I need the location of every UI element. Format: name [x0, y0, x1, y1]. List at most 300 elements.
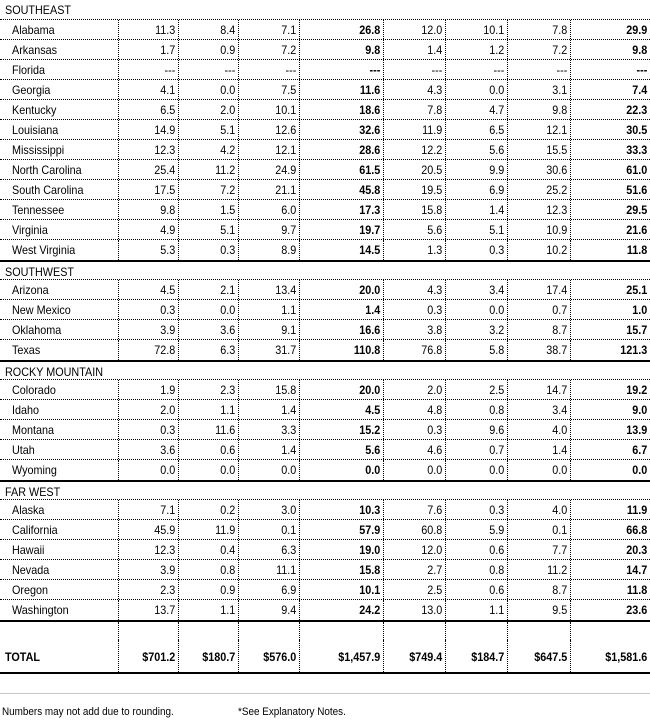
value-cell: 5.8	[489, 343, 505, 357]
value-cell: 45.8	[359, 183, 381, 197]
value-cell: 20.0	[359, 383, 381, 397]
state-name: Florida	[12, 63, 46, 77]
column-divider	[570, 420, 571, 439]
total-value-cell: $180.7	[202, 650, 236, 664]
column-divider	[445, 200, 446, 219]
value-cell: 0.8	[220, 563, 236, 577]
value-cell: 10.1	[359, 583, 381, 597]
value-cell: 9.5	[552, 603, 568, 617]
value-cell: 13.9	[626, 423, 648, 437]
table-row	[0, 500, 650, 520]
column-divider	[238, 440, 239, 459]
table-row	[0, 540, 650, 560]
value-cell: ---	[556, 63, 568, 77]
value-cell: 0.3	[427, 303, 443, 317]
value-cell: 12.3	[546, 203, 568, 217]
value-cell: 6.3	[281, 543, 297, 557]
column-divider	[383, 580, 384, 599]
column-divider	[570, 640, 571, 672]
state-name: Texas	[12, 343, 41, 357]
value-cell: 24.2	[359, 603, 381, 617]
column-divider	[299, 500, 300, 519]
value-cell: 0.0	[489, 83, 505, 97]
total-value-cell: $1,581.6	[605, 650, 648, 664]
value-cell: 4.5	[365, 403, 381, 417]
column-divider	[238, 640, 239, 672]
column-divider	[445, 560, 446, 579]
value-cell: 7.1	[160, 503, 176, 517]
value-cell: 11.3	[155, 23, 176, 37]
value-cell: 11.2	[547, 563, 568, 577]
value-cell: ---	[493, 63, 505, 77]
state-name: Arizona	[12, 283, 49, 297]
value-cell: 9.8	[365, 43, 381, 57]
table-row	[0, 80, 650, 100]
value-cell: 19.0	[359, 543, 381, 557]
column-divider	[570, 100, 571, 119]
column-divider	[445, 320, 446, 339]
value-cell: 20.5	[421, 163, 443, 177]
column-divider	[178, 200, 179, 219]
value-cell: 14.9	[154, 123, 176, 137]
column-divider	[383, 180, 384, 199]
column-divider	[445, 80, 446, 99]
value-cell: 110.8	[353, 343, 381, 357]
value-cell: 121.3	[620, 343, 648, 357]
value-cell: 16.6	[359, 323, 381, 337]
region-header-row	[0, 0, 650, 20]
column-divider	[383, 100, 384, 119]
column-divider	[507, 120, 508, 139]
value-cell: 3.4	[552, 403, 568, 417]
value-cell: 10.1	[483, 23, 505, 37]
value-cell: 3.6	[220, 323, 236, 337]
value-cell: 0.2	[220, 503, 236, 517]
column-divider	[445, 140, 446, 159]
column-divider	[570, 500, 571, 519]
column-divider	[570, 340, 571, 360]
value-cell: 2.1	[220, 283, 236, 297]
column-divider	[445, 100, 446, 119]
column-divider	[383, 340, 384, 360]
value-cell: 5.6	[489, 143, 505, 157]
column-divider	[299, 100, 300, 119]
value-cell: 3.2	[489, 323, 505, 337]
column-divider	[383, 200, 384, 219]
column-divider	[238, 540, 239, 559]
column-divider	[445, 500, 446, 519]
table-row	[0, 140, 650, 160]
state-name: Hawaii	[12, 543, 45, 557]
column-divider	[178, 60, 179, 79]
value-cell: 9.8	[632, 43, 648, 57]
value-cell: 7.1	[281, 23, 297, 37]
column-divider	[299, 340, 300, 360]
column-divider	[178, 100, 179, 119]
value-cell: 4.0	[552, 423, 568, 437]
state-name: Virginia	[12, 223, 48, 237]
column-divider	[238, 180, 239, 199]
column-divider	[178, 500, 179, 519]
value-cell: 0.1	[552, 523, 568, 537]
column-divider	[178, 380, 179, 399]
value-cell: 7.6	[427, 503, 443, 517]
total-row	[0, 640, 650, 674]
column-divider	[507, 380, 508, 399]
value-cell: 6.0	[281, 203, 297, 217]
column-divider	[238, 60, 239, 79]
column-divider	[507, 220, 508, 239]
column-divider	[118, 640, 119, 672]
value-cell: 0.0	[281, 463, 297, 477]
value-cell: 11.9	[422, 123, 443, 137]
column-divider	[570, 580, 571, 599]
value-cell: 26.8	[359, 23, 381, 37]
value-cell: 11.8	[626, 243, 648, 257]
value-cell: 8.4	[220, 23, 236, 37]
table-row	[0, 420, 650, 440]
state-name: Alabama	[12, 23, 55, 37]
column-divider	[507, 200, 508, 219]
value-cell: 0.0	[427, 463, 443, 477]
value-cell: 4.1	[160, 83, 176, 97]
value-cell: 8.7	[552, 323, 568, 337]
value-cell: 19.7	[359, 223, 381, 237]
value-cell: 9.4	[281, 603, 297, 617]
column-divider	[445, 420, 446, 439]
column-divider	[178, 300, 179, 319]
value-cell: ---	[285, 63, 297, 77]
column-divider	[383, 20, 384, 39]
column-divider	[178, 520, 179, 539]
column-divider	[570, 200, 571, 219]
value-cell: 3.8	[427, 323, 443, 337]
state-name: Idaho	[12, 403, 40, 417]
value-cell: 25.1	[626, 283, 648, 297]
column-divider	[238, 40, 239, 59]
value-cell: 11.9	[626, 503, 648, 517]
column-divider	[570, 280, 571, 299]
column-divider	[445, 120, 446, 139]
column-divider	[507, 240, 508, 260]
table-row	[0, 400, 650, 420]
value-cell: 0.0	[220, 463, 236, 477]
table-row	[0, 300, 650, 320]
column-divider	[238, 200, 239, 219]
table-row	[0, 580, 650, 600]
column-divider	[570, 80, 571, 99]
value-cell: 7.8	[552, 23, 568, 37]
value-cell: 45.9	[154, 523, 176, 537]
value-cell: 61.5	[359, 163, 381, 177]
column-divider	[445, 180, 446, 199]
column-divider	[299, 460, 300, 480]
column-divider	[570, 380, 571, 399]
value-cell: 7.7	[552, 543, 568, 557]
value-cell: 4.5	[160, 283, 176, 297]
value-cell: 9.8	[552, 103, 568, 117]
value-cell: 0.0	[160, 463, 176, 477]
value-cell: 4.8	[427, 403, 443, 417]
value-cell: 30.6	[546, 163, 568, 177]
column-divider	[445, 520, 446, 539]
value-cell: 13.7	[154, 603, 176, 617]
column-divider	[178, 540, 179, 559]
value-cell: 11.6	[359, 83, 381, 97]
value-cell: 1.1	[489, 603, 505, 617]
value-cell: 51.6	[626, 183, 648, 197]
value-cell: 6.9	[281, 583, 297, 597]
value-cell: 3.4	[489, 283, 505, 297]
column-divider	[507, 300, 508, 319]
spacer-row	[0, 620, 650, 640]
column-divider	[299, 420, 300, 439]
column-divider	[299, 600, 300, 620]
state-name: North Carolina	[12, 163, 82, 177]
value-cell: 11.9	[215, 523, 236, 537]
region-name: SOUTHEAST	[5, 3, 72, 17]
column-divider	[238, 100, 239, 119]
state-name: Montana	[12, 423, 55, 437]
value-cell: 15.2	[359, 423, 381, 437]
column-divider	[570, 60, 571, 79]
column-divider	[238, 140, 239, 159]
table-row	[0, 320, 650, 340]
column-divider	[383, 280, 384, 299]
column-divider	[445, 400, 446, 419]
column-divider	[299, 400, 300, 419]
value-cell: 4.0	[552, 503, 568, 517]
column-divider	[299, 20, 300, 39]
state-name: New Mexico	[12, 303, 71, 317]
value-cell: 5.1	[220, 123, 236, 137]
value-cell: 9.7	[281, 223, 297, 237]
column-divider	[383, 240, 384, 260]
column-divider	[299, 40, 300, 59]
column-divider	[445, 440, 446, 459]
value-cell: 9.6	[489, 423, 505, 437]
value-cell: 14.7	[546, 383, 568, 397]
column-divider	[238, 240, 239, 260]
column-divider	[507, 340, 508, 360]
column-divider	[383, 540, 384, 559]
column-divider	[507, 400, 508, 419]
value-cell: 13.4	[275, 283, 297, 297]
column-divider	[178, 160, 179, 179]
value-cell: 0.8	[489, 403, 505, 417]
column-divider	[383, 520, 384, 539]
value-cell: 1.1	[220, 403, 236, 417]
total-value-cell: $749.4	[409, 650, 443, 664]
column-divider	[178, 240, 179, 260]
value-cell: 1.1	[220, 603, 236, 617]
column-divider	[299, 220, 300, 239]
value-cell: 4.7	[489, 103, 505, 117]
value-cell: 7.5	[281, 83, 297, 97]
column-divider	[178, 280, 179, 299]
state-name: Arkansas	[12, 43, 58, 57]
value-cell: 10.9	[546, 223, 568, 237]
value-cell: 0.7	[489, 443, 505, 457]
value-cell: 23.6	[626, 603, 648, 617]
column-divider	[178, 580, 179, 599]
state-name: Tennessee	[12, 203, 65, 217]
value-cell: 1.5	[220, 203, 236, 217]
value-cell: 1.0	[632, 303, 648, 317]
column-divider	[299, 160, 300, 179]
column-divider	[238, 400, 239, 419]
column-divider	[383, 500, 384, 519]
column-divider	[299, 120, 300, 139]
column-divider	[445, 220, 446, 239]
value-cell: 19.2	[626, 383, 648, 397]
column-divider	[383, 460, 384, 480]
value-cell: 0.0	[489, 463, 505, 477]
value-cell: 1.3	[427, 243, 443, 257]
column-divider	[383, 622, 384, 640]
value-cell: ---	[224, 63, 236, 77]
value-cell: 6.5	[160, 103, 176, 117]
column-divider	[178, 400, 179, 419]
value-cell: 0.3	[220, 243, 236, 257]
column-divider	[445, 340, 446, 360]
value-cell: 0.3	[160, 303, 176, 317]
value-cell: 1.4	[489, 203, 505, 217]
column-divider	[507, 180, 508, 199]
value-cell: 6.3	[220, 343, 236, 357]
total-value-cell: $1,457.9	[338, 650, 381, 664]
column-divider	[299, 280, 300, 299]
value-cell: 11.1	[276, 563, 297, 577]
column-divider	[238, 560, 239, 579]
column-divider	[383, 400, 384, 419]
value-cell: ---	[431, 63, 443, 77]
value-cell: 6.7	[632, 443, 648, 457]
value-cell: 2.5	[489, 383, 505, 397]
value-cell: 72.8	[154, 343, 176, 357]
value-cell: 28.6	[359, 143, 381, 157]
column-divider	[178, 560, 179, 579]
value-cell: 3.1	[552, 83, 568, 97]
column-divider	[238, 80, 239, 99]
state-name: Utah	[12, 443, 35, 457]
rounding-note: Numbers may not add due to rounding.	[2, 706, 174, 718]
column-divider	[178, 622, 179, 640]
value-cell: 0.9	[220, 583, 236, 597]
state-name: South Carolina	[12, 183, 84, 197]
value-cell: 4.6	[427, 443, 443, 457]
value-cell: 7.2	[552, 43, 568, 57]
column-divider	[445, 60, 446, 79]
value-cell: 18.6	[359, 103, 381, 117]
value-cell: 1.4	[427, 43, 443, 57]
column-divider	[178, 140, 179, 159]
column-divider	[445, 160, 446, 179]
value-cell: 1.2	[489, 43, 505, 57]
value-cell: 7.8	[427, 103, 443, 117]
column-divider	[570, 180, 571, 199]
value-cell: 2.0	[220, 103, 236, 117]
column-divider	[299, 520, 300, 539]
value-cell: 12.0	[421, 543, 443, 557]
column-divider	[445, 540, 446, 559]
value-cell: 3.9	[160, 323, 176, 337]
column-divider	[507, 520, 508, 539]
value-cell: 57.9	[359, 523, 381, 537]
column-divider	[383, 560, 384, 579]
state-name: Oklahoma	[12, 323, 62, 337]
value-cell: 0.4	[220, 543, 236, 557]
value-cell: 15.7	[626, 323, 648, 337]
value-cell: 15.8	[421, 203, 443, 217]
value-cell: ---	[636, 63, 648, 77]
column-divider	[178, 20, 179, 39]
column-divider	[507, 280, 508, 299]
state-name: Kentucky	[12, 103, 57, 117]
column-divider	[570, 440, 571, 459]
value-cell: 0.0	[552, 463, 568, 477]
column-divider	[570, 220, 571, 239]
total-value-cell: $647.5	[534, 650, 568, 664]
state-name: West Virginia	[12, 243, 76, 257]
column-divider	[178, 80, 179, 99]
state-name: Washington	[12, 603, 69, 617]
column-divider	[178, 120, 179, 139]
region-name: ROCKY MOUNTAIN	[5, 365, 104, 379]
value-cell: 4.3	[427, 83, 443, 97]
value-cell: 1.4	[552, 443, 568, 457]
column-divider	[383, 160, 384, 179]
state-name: Mississippi	[12, 143, 65, 157]
value-cell: 3.0	[281, 503, 297, 517]
value-cell: 9.8	[160, 203, 176, 217]
column-divider	[507, 500, 508, 519]
table-row	[0, 20, 650, 40]
value-cell: 3.9	[160, 563, 176, 577]
value-cell: 12.2	[421, 143, 443, 157]
column-divider	[238, 120, 239, 139]
value-cell: 22.3	[626, 103, 648, 117]
column-divider	[383, 600, 384, 620]
value-cell: 1.4	[281, 403, 297, 417]
value-cell: 0.3	[427, 423, 443, 437]
value-cell: 5.1	[220, 223, 236, 237]
column-divider	[299, 622, 300, 640]
value-cell: 0.0	[220, 303, 236, 317]
value-cell: 11.8	[626, 583, 648, 597]
column-divider	[383, 380, 384, 399]
value-cell: 4.3	[427, 283, 443, 297]
column-divider	[299, 60, 300, 79]
column-divider	[238, 280, 239, 299]
value-cell: 2.0	[160, 403, 176, 417]
column-divider	[238, 622, 239, 640]
value-cell: 21.6	[626, 223, 648, 237]
value-cell: 0.0	[632, 463, 648, 477]
column-divider	[178, 340, 179, 360]
column-divider	[383, 60, 384, 79]
value-cell: 12.3	[154, 543, 176, 557]
column-divider	[570, 400, 571, 419]
footnotes	[0, 702, 650, 722]
column-divider	[507, 560, 508, 579]
column-divider	[570, 40, 571, 59]
value-cell: 15.8	[275, 383, 297, 397]
column-divider	[238, 460, 239, 480]
column-divider	[299, 540, 300, 559]
value-cell: 6.9	[489, 183, 505, 197]
column-divider	[238, 520, 239, 539]
